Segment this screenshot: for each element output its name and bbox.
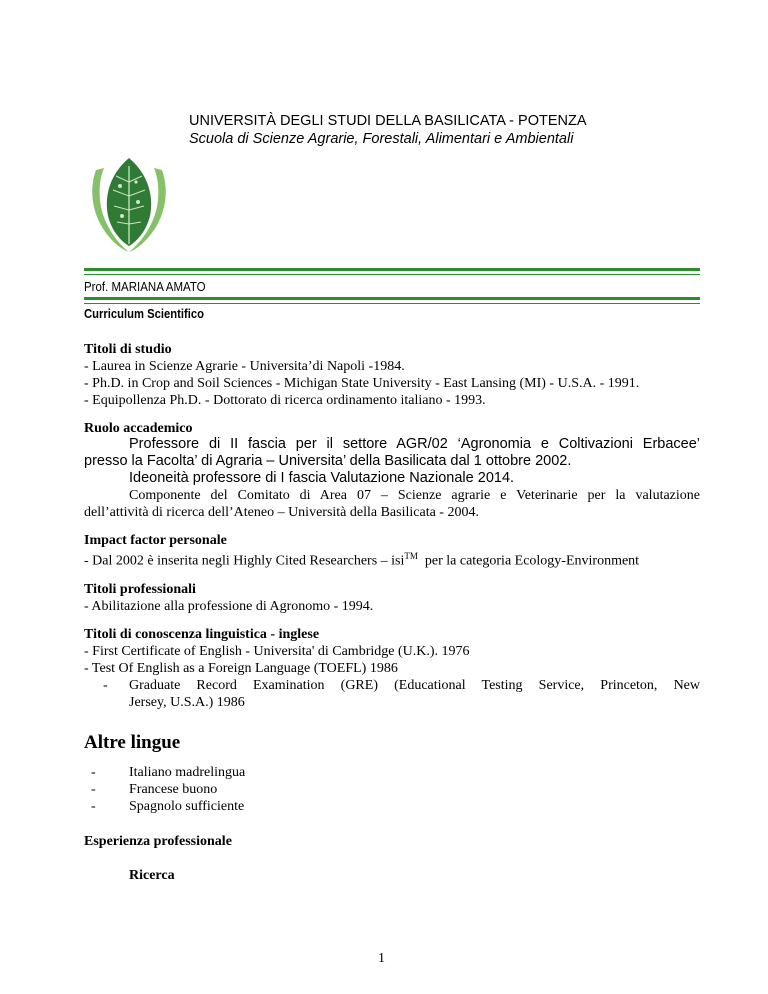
section-heading-linguistica: Titoli di conoscenza linguistica - inglese xyxy=(84,627,320,642)
trademark-sup: TM xyxy=(404,551,418,561)
section-heading-lingue: Altre lingue xyxy=(84,732,181,753)
list-item: Italiano madrelingua xyxy=(129,765,246,780)
divider-line xyxy=(84,303,700,304)
subsection-heading-ricerca: Ricerca xyxy=(129,868,175,883)
list-dash: - xyxy=(103,678,108,693)
divider-line xyxy=(84,268,700,271)
document-title: Curriculum Scientifico xyxy=(84,307,205,321)
list-item-continued: Jersey, U.S.A.) 1986 xyxy=(129,695,245,710)
ruolo-line: presso la Facolta’ di Agraria – Universita’ della Basilicata dal 1 ottobre 2002. xyxy=(84,453,572,469)
list-dash: - xyxy=(91,765,96,780)
list-item: - Abilitazione alla professione di Agronomo - 1994. xyxy=(84,599,374,614)
impact-text xyxy=(84,551,639,570)
list-item: Graduate Record Examination (GRE) (Educational Testing Service, Princeton, New xyxy=(129,678,700,693)
list-dash: - xyxy=(91,799,96,814)
list-item: - First Certificate of English - Universita' di Cambridge (U.K.). 1976 xyxy=(84,644,470,659)
impact-text-b: per la categoria Ecology-Environment xyxy=(424,553,640,569)
section-heading-professionali: Titoli professionali xyxy=(84,582,196,597)
ruolo-line: Componente del Comitato di Area 07 – Scienze agrarie e Veterinarie per la valutazione xyxy=(129,488,700,503)
divider-line xyxy=(84,297,700,300)
university-name: UNIVERSITÀ DEGLI STUDI DELLA BASILICATA - POTENZA xyxy=(189,113,587,129)
ruolo-line: dell’attività di ricerca dell’Ateneo – Università della Basilicata - 2004. xyxy=(84,505,479,520)
list-item: - Laurea in Scienze Agrarie - Universita’di Napoli -1984. xyxy=(84,359,405,374)
list-item: - Equipollenza Ph.D. - Dottorato di ricerca ordinamento italiano - 1993. xyxy=(84,393,486,408)
leaf-logo-icon xyxy=(86,152,172,254)
ruolo-line: Professore di II fascia per il settore AGR/02 ‘Agronomia e Coltivazioni Erbacee’ xyxy=(129,436,700,452)
section-heading-titoli-studio: Titoli di studio xyxy=(84,342,172,357)
section-heading-ruolo: Ruolo accademico xyxy=(84,421,193,436)
list-item: Francese buono xyxy=(129,782,218,797)
list-item: Spagnolo sufficiente xyxy=(129,799,245,814)
ruolo-line: Ideoneità professore di I fascia Valutazione Nazionale 2014. xyxy=(129,470,515,486)
list-item: - Test Of English as a Foreign Language (TOEFL) 1986 xyxy=(84,661,398,676)
list-dash: - xyxy=(91,782,96,797)
section-heading-impact: Impact factor personale xyxy=(84,533,227,548)
section-heading-esperienza: Esperienza professionale xyxy=(84,834,232,849)
list-item: - Ph.D. in Crop and Soil Sciences - Michigan State University - East Lansing (MI) - U.S.A. - 1991. xyxy=(84,376,640,391)
divider-line xyxy=(84,274,700,275)
person-name: Prof. MARIANA AMATO xyxy=(84,280,206,294)
school-name: Scuola di Scienze Agrarie, Forestali, Alimentari e Ambientali xyxy=(189,131,574,147)
page-number: 1 xyxy=(378,951,385,966)
impact-text-a: - Dal 2002 è inserita negli Highly Cited Researchers – isi xyxy=(84,553,405,569)
